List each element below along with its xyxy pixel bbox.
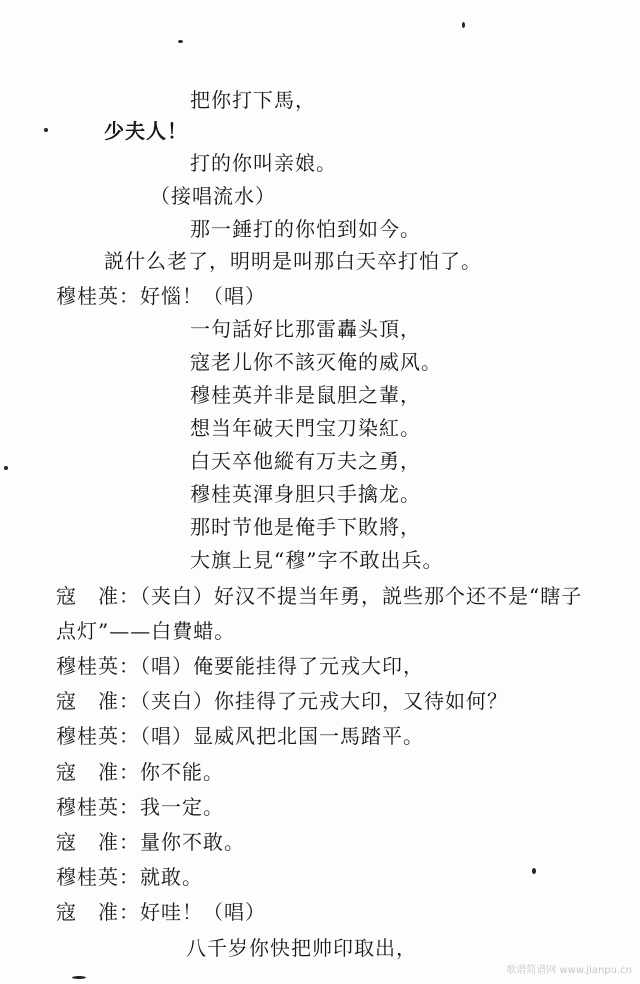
dialogue-line: 穆桂英：（唱）显威风把北国一馬踏平。 (56, 724, 424, 748)
scan-speck (4, 466, 8, 470)
text-line: 把你打下馬， (190, 88, 316, 112)
dialogue-line: 穆桂英：我一定。 (56, 795, 224, 819)
text-line: 那时节他是俺手下敗將， (190, 515, 421, 539)
text-line: 大旗上見“穆”字不敢出兵。 (190, 548, 444, 572)
text-line: 白天卒他縱有万夫之勇， (190, 449, 421, 473)
text-line: 八千岁你快把帅印取出， (186, 936, 417, 960)
stage-direction: （接唱流水） (150, 184, 276, 208)
dialogue-line: 寇 准：（夹白）好汉不提当年勇，説些那个还不是“瞎子 (56, 584, 583, 608)
scan-speck (178, 40, 183, 43)
text-line: 説什么老了，明明是叫那白天卒打怕了。 (104, 249, 482, 273)
text-line: 一句話好比那雷轟头頂， (190, 317, 421, 341)
text-line: 少夫人！ (104, 119, 188, 143)
dialogue-line: 穆桂英：就敢。 (56, 865, 203, 889)
dialogue-line: 寇 准：（夹白）你挂得了元戎大印，又待如何？ (56, 689, 508, 713)
text-line: 那一錘打的你怕到如今。 (190, 217, 421, 241)
text-line: 寇老儿你不該灭俺的威风。 (190, 350, 442, 374)
scan-speck (72, 976, 86, 979)
text-line: 打的你叫亲娘。 (190, 151, 337, 175)
watermark: 歌谱简谱网 www.jianpu.cn (506, 965, 632, 976)
dialogue-line: 穆桂英：（唱）俺要能挂得了元戎大印， (56, 654, 424, 678)
text-line: 穆桂英渾身胆只手擒龙。 (190, 482, 421, 506)
dialogue-line: 寇 准：量你不敢。 (56, 830, 245, 854)
dialogue-line: 穆桂英：好惱！（唱） (56, 284, 266, 308)
dialogue-line: 寇 准：好哇！（唱） (56, 900, 266, 924)
scan-speck (44, 128, 48, 132)
dialogue-line: 点灯”——白費蜡。 (56, 619, 236, 643)
scan-speck (462, 22, 465, 28)
text-line: 穆桂英并非是鼠胆之輩， (190, 383, 421, 407)
dialogue-line: 寇 准：你不能。 (56, 760, 224, 784)
scan-speck (532, 868, 536, 874)
text-line: 想当年破天門宝刀染紅。 (190, 416, 421, 440)
